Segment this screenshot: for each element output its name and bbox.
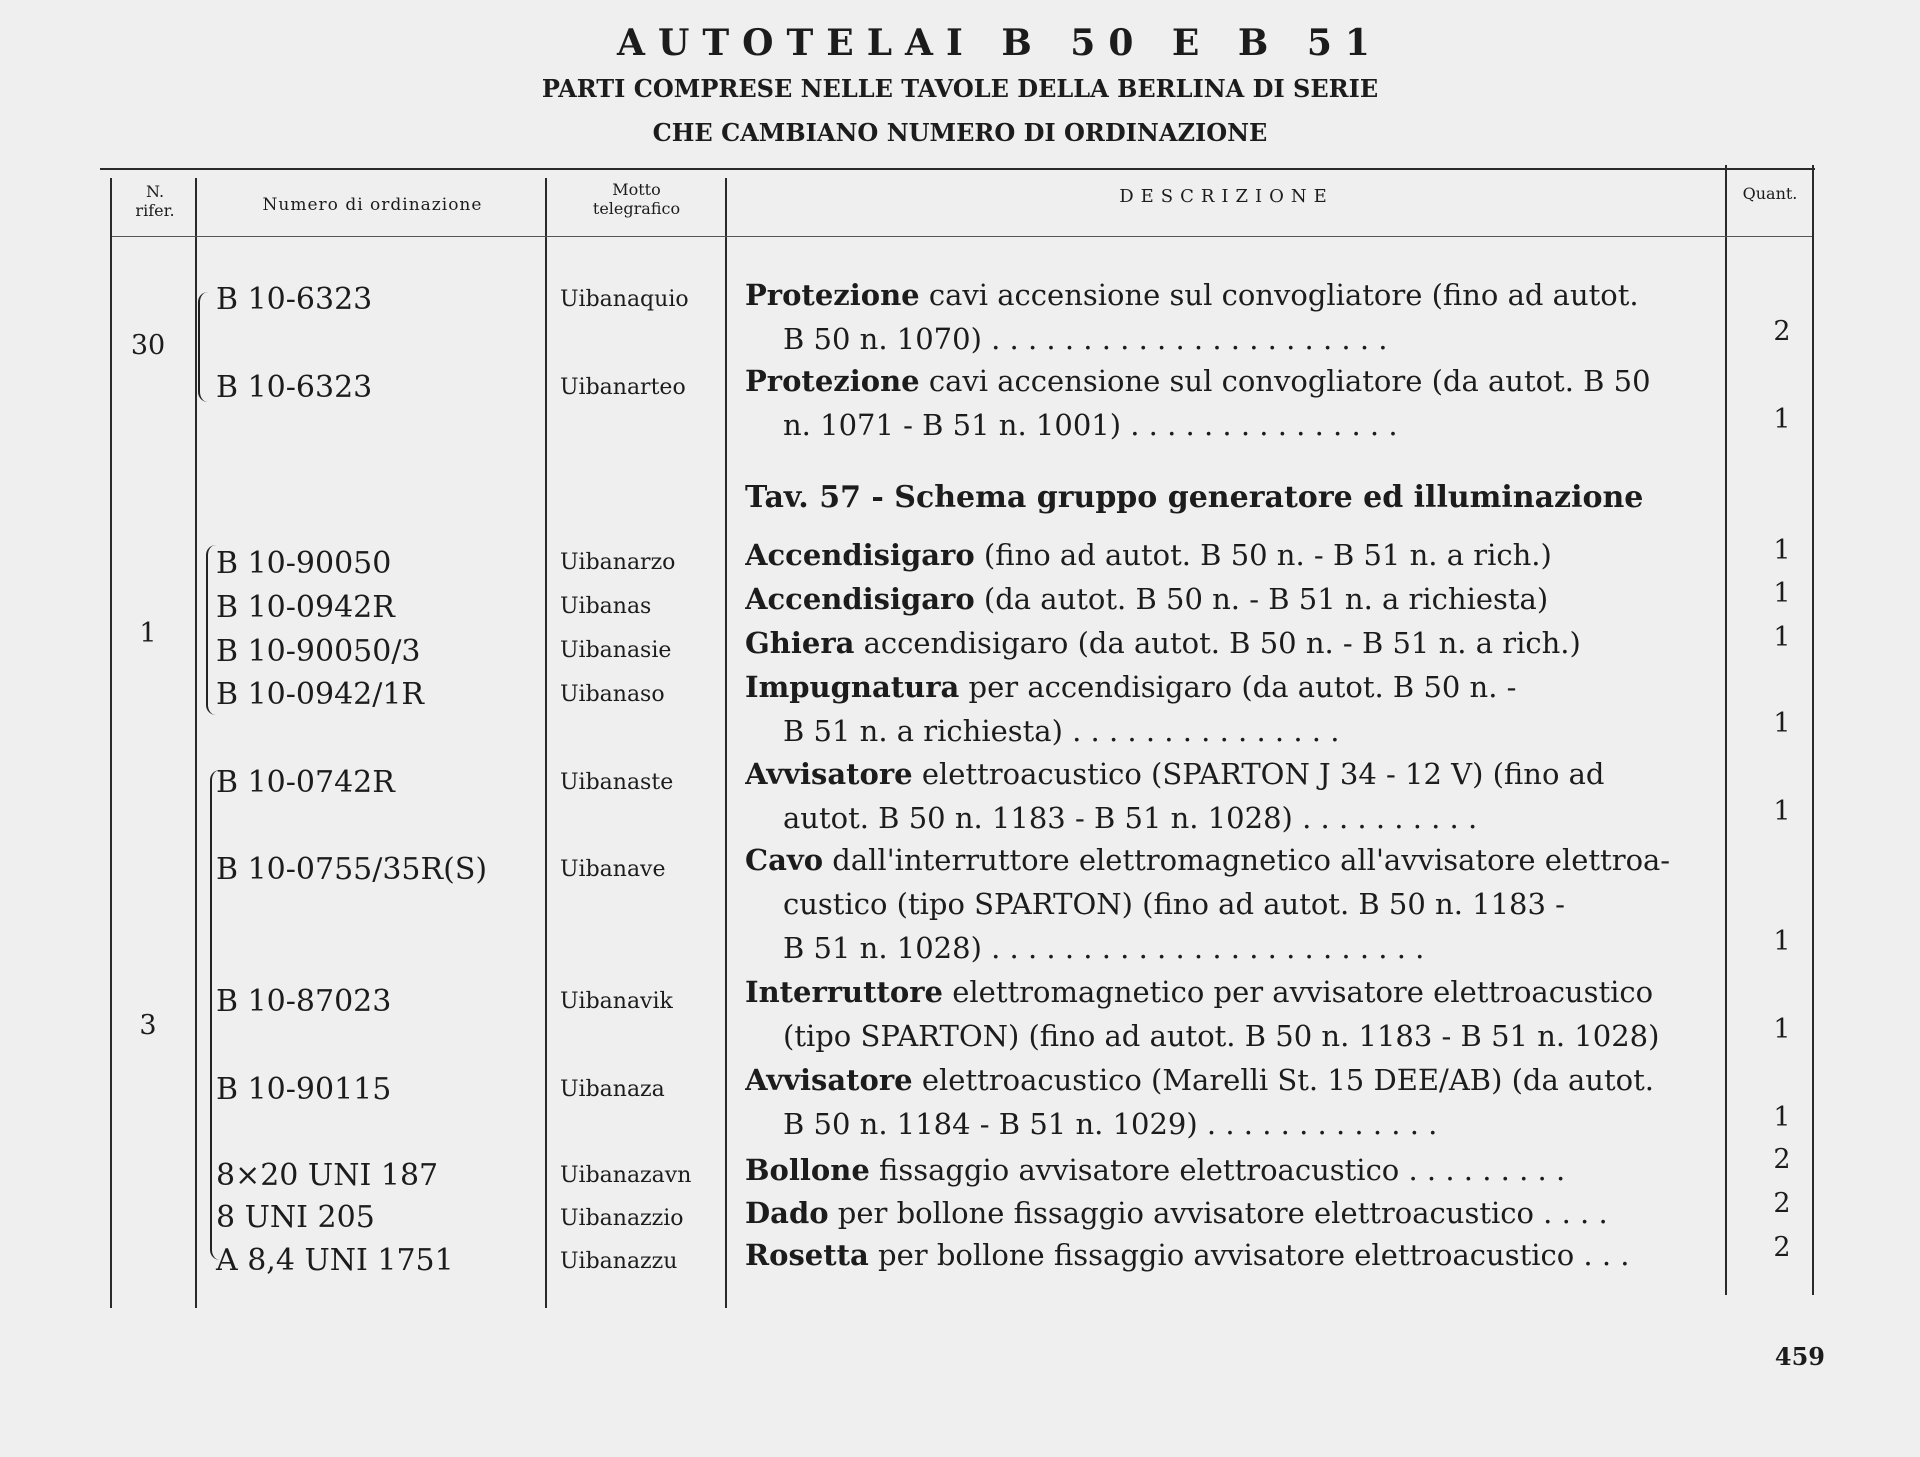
group-brace-1: [206, 545, 216, 715]
order-number: B 10-6323: [216, 370, 373, 405]
column-header-quantity: Quant.: [1742, 184, 1798, 203]
quantity: 1: [1773, 578, 1791, 609]
part-description: Accendisigaro (fino ad autot. B 50 n. - B 51 n. a rich.): [745, 538, 1552, 572]
table-top-rule: [100, 168, 1815, 170]
telegraphic-code: Uibanaso: [560, 682, 665, 707]
header-bottom-rule: [112, 236, 1812, 237]
page-subtitle-2: CHE CAMBIANO NUMERO DI ORDINAZIONE: [652, 118, 1268, 147]
column-header-motto: Motto telegrafico: [592, 180, 681, 218]
order-number: B 10-90050: [216, 546, 392, 581]
part-description: Avvisatore elettroacustico (Marelli St. 15 DEE/AB) (da autot. B 50 n. 1184 - B 51 n. 1029) . . . . . . . . . . . . .: [745, 1063, 1654, 1141]
quantity: 2: [1773, 316, 1791, 347]
part-description: Dado per bollone fissaggio avvisatore elettroacustico . . . .: [745, 1196, 1608, 1230]
page-subtitle: PARTI COMPRESE NELLE TAVOLE DELLA BERLINA DI SERIE: [541, 74, 1379, 103]
telegraphic-code: Uibanave: [560, 857, 666, 882]
part-description: Ghiera accendisigaro (da autot. B 50 n. - B 51 n. a rich.): [745, 626, 1581, 660]
telegraphic-code: Uibanaste: [560, 770, 674, 795]
order-number: 8 UNI 205: [216, 1200, 375, 1235]
part-description: Cavo dall'interruttore elettromagnetico all'avvisatore elettroa- custico (tipo SPARTON) (fino ad autot. B 50 n. 1183 - B 51 n. 1028) . . . . . . . . . . . . . . . . . . . . . . . .: [745, 843, 1671, 965]
telegraphic-code: Uibanas: [560, 594, 652, 619]
quantity: 1: [1773, 926, 1791, 957]
order-number: B 10-90115: [216, 1072, 392, 1107]
ref-number-30: 30: [130, 330, 166, 361]
part-description: Interruttore elettromagnetico per avvisatore elettroacustico (tipo SPARTON) (fino ad autot. B 50 n. 1183 - B 51 n. 1028): [745, 975, 1660, 1053]
part-description: Protezione cavi accensione sul convogliatore (da autot. B 50 n. 1071 - B 51 n. 1001) . . . . . . . . . . . . . . .: [745, 364, 1651, 442]
column-header-code: Numero di ordinazione: [262, 195, 483, 215]
ref-number-3: 3: [139, 1010, 157, 1041]
column-divider-ref: [195, 178, 197, 1308]
telegraphic-code: Uibanazzu: [560, 1249, 678, 1274]
quantity: 1: [1773, 535, 1791, 566]
telegraphic-code: Uibanavik: [560, 989, 673, 1014]
part-description: Bollone fissaggio avvisatore elettroacustico . . . . . . . . .: [745, 1153, 1566, 1187]
part-description: Rosetta per bollone fissaggio avvisatore elettroacustico . . .: [745, 1238, 1630, 1272]
order-number: B 10-0942R: [216, 590, 395, 625]
group-brace-30: [198, 292, 208, 402]
telegraphic-code: Uibanaquio: [560, 287, 689, 312]
order-number: 8×20 UNI 187: [216, 1158, 439, 1193]
part-description: Impugnatura per accendisigaro (da autot. B 50 n. - B 51 n. a richiesta) . . . . . . . . . . . . . . .: [745, 670, 1517, 748]
page-title: AUTOTELAI B 50 E B 51: [617, 22, 1383, 64]
order-number: B 10-0742R: [216, 765, 395, 800]
column-header-description: DESCRIZIONE: [1119, 186, 1334, 207]
telegraphic-code: Uibanarzo: [560, 550, 676, 575]
telegraphic-code: Uibanaza: [560, 1077, 665, 1102]
telegraphic-code: Uibanazavn: [560, 1163, 692, 1188]
order-number: B 10-87023: [216, 984, 392, 1019]
part-description: Protezione cavi accensione sul convogliatore (fino ad autot. B 50 n. 1070) . . . . . . . . . . . . . . . . . . . . . .: [745, 278, 1639, 356]
column-divider-code: [545, 178, 547, 1308]
column-divider-motto: [725, 178, 727, 1308]
telegraphic-code: Uibanazzio: [560, 1206, 684, 1231]
quantity: 1: [1773, 1102, 1791, 1133]
telegraphic-code: Uibanarteo: [560, 375, 686, 400]
order-number: B 10-0755/35R(S): [216, 852, 488, 887]
quantity: 1: [1773, 404, 1791, 435]
part-description: Avvisatore elettroacustico (SPARTON J 34 - 12 V) (fino ad autot. B 50 n. 1183 - B 51 n. 1028) . . . . . . . . . .: [745, 757, 1605, 835]
order-number: A 8,4 UNI 1751: [216, 1243, 454, 1278]
order-number: B 10-90050/3: [216, 634, 421, 669]
part-description: Accendisigaro (da autot. B 50 n. - B 51 n. a richiesta): [745, 582, 1549, 616]
section-title: Tav. 57 - Schema gruppo generatore ed illuminazione: [745, 480, 1644, 515]
quantity: 1: [1773, 796, 1791, 827]
order-number: B 10-0942/1R: [216, 677, 425, 712]
page-number: 459: [1774, 1342, 1825, 1371]
ref-number-1: 1: [139, 618, 157, 649]
quantity: 1: [1773, 1014, 1791, 1045]
column-divider-desc: [1725, 165, 1727, 1295]
quantity: 1: [1773, 622, 1791, 653]
quantity: 1: [1773, 708, 1791, 739]
quantity: 2: [1773, 1188, 1791, 1219]
quantity: 2: [1773, 1232, 1791, 1263]
column-header-ref: N. rifer.: [135, 182, 175, 220]
order-number: B 10-6323: [216, 282, 373, 317]
table-right-border: [1812, 165, 1814, 1295]
telegraphic-code: Uibanasie: [560, 638, 672, 663]
quantity: 2: [1773, 1144, 1791, 1175]
